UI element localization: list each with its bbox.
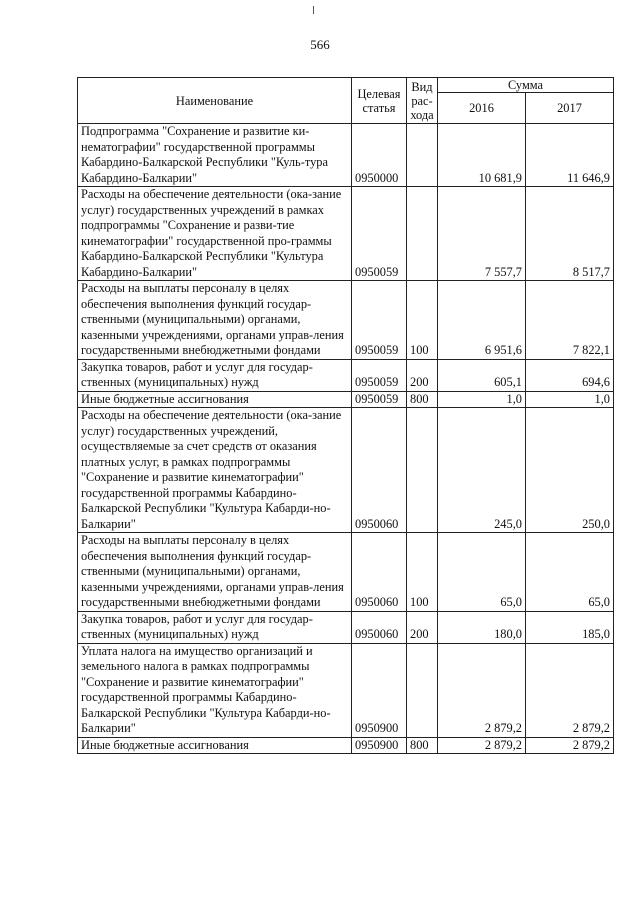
row-sum-2016: 10 681,9 <box>438 124 526 187</box>
row-sum-2016: 1,0 <box>438 391 526 408</box>
row-name: Иные бюджетные ассигнования <box>78 737 352 754</box>
table-row <box>78 281 614 360</box>
row-sum-2017: 250,0 <box>526 408 614 533</box>
row-sum-2016: 6 951,6 <box>438 281 526 360</box>
row-sum-2016: 605,1 <box>438 359 526 391</box>
budget-table <box>77 77 614 754</box>
row-sum-2017: 2 879,2 <box>526 737 614 754</box>
header-name: Наименование <box>78 78 352 124</box>
row-target-code: 0950900 <box>352 643 407 737</box>
row-expense-kind <box>407 643 438 737</box>
row-sum-2016: 65,0 <box>438 533 526 612</box>
row-sum-2017: 2 879,2 <box>526 643 614 737</box>
row-target-code: 0950000 <box>352 124 407 187</box>
row-target-code: 0950059 <box>352 391 407 408</box>
row-sum-2017: 65,0 <box>526 533 614 612</box>
row-target-code: 0950060 <box>352 611 407 643</box>
table-row <box>78 643 614 737</box>
row-expense-kind: 200 <box>407 611 438 643</box>
row-sum-2016: 2 879,2 <box>438 737 526 754</box>
row-sum-2017: 694,6 <box>526 359 614 391</box>
row-expense-kind: 100 <box>407 281 438 360</box>
row-target-code: 0950059 <box>352 359 407 391</box>
row-sum-2016: 7 557,7 <box>438 187 526 281</box>
table-row <box>78 359 614 391</box>
table-row <box>78 408 614 533</box>
row-name: Расходы на обеспечение деятельности (ока-зание услуг) государственных учреждений в рамках подпрограммы "Сохранение и разви-тие кинематографии" государственной про-граммы Кабардино-Балкарской Республики "Культура Кабардино-Балкарии" <box>78 187 352 281</box>
header-year-2016: 2016 <box>438 93 526 124</box>
row-name: Закупка товаров, работ и услуг для государ-ственных (муниципальных) нужд <box>78 611 352 643</box>
header-expense-kind: Вид рас-хода <box>407 78 438 124</box>
row-sum-2017: 8 517,7 <box>526 187 614 281</box>
row-name: Иные бюджетные ассигнования <box>78 391 352 408</box>
row-expense-kind: 200 <box>407 359 438 391</box>
row-expense-kind <box>407 124 438 187</box>
table-row <box>78 611 614 643</box>
header-sum: Сумма <box>438 78 614 93</box>
table-row <box>78 391 614 408</box>
table-row <box>78 533 614 612</box>
row-target-code: 0950059 <box>352 187 407 281</box>
row-expense-kind: 800 <box>407 737 438 754</box>
row-target-code: 0950059 <box>352 281 407 360</box>
row-sum-2017: 185,0 <box>526 611 614 643</box>
row-expense-kind: 800 <box>407 391 438 408</box>
row-name: Подпрограмма "Сохранение и развитие ки-нематографии" государственной программы Кабардино-Балкарской Республики "Куль-тура Кабардино-Балкарии" <box>78 124 352 187</box>
row-target-code: 0950060 <box>352 408 407 533</box>
row-name: Расходы на обеспечение деятельности (ока-зание услуг) государственных учреждений, осуществляемые за счет средств от оказания платных услуг, в рамках подпрограммы "Сохранение и развитие кинематографии" государственной программы Кабардино-Балкарской Республики "Культура Кабарди-но-Балкарии" <box>78 408 352 533</box>
row-expense-kind <box>407 408 438 533</box>
row-name: Закупка товаров, работ и услуг для государ-ственных (муниципальных) нужд <box>78 359 352 391</box>
header-year-2017: 2017 <box>526 93 614 124</box>
row-name: Расходы на выплаты персоналу в целях обеспечения выполнения функций государ-ственными (муниципальными) органами, казенными учреждениями, органами управ-ления государственными внебюджетными фондами <box>78 533 352 612</box>
table-row <box>78 187 614 281</box>
page-number: 566 <box>310 37 330 52</box>
row-sum-2017: 7 822,1 <box>526 281 614 360</box>
row-target-code: 0950060 <box>352 533 407 612</box>
row-sum-2016: 2 879,2 <box>438 643 526 737</box>
row-name: Расходы на выплаты персоналу в целях обеспечения выполнения функций государ-ственными (муниципальными) органами, казенными учреждениями, органами управ-ления государственными внебюджетными фондами <box>78 281 352 360</box>
row-expense-kind: 100 <box>407 533 438 612</box>
table-row <box>78 737 614 754</box>
row-sum-2016: 180,0 <box>438 611 526 643</box>
row-name: Уплата налога на имущество организаций и земельного налога в рамках подпрограммы "Сохранение и развитие кинематографии" государственной программы Кабардино-Балкарской Республики "Культура Кабарди-но-Балкарии" <box>78 643 352 737</box>
row-sum-2017: 1,0 <box>526 391 614 408</box>
row-sum-2017: 11 646,9 <box>526 124 614 187</box>
row-sum-2016: 245,0 <box>438 408 526 533</box>
row-target-code: 0950900 <box>352 737 407 754</box>
scan-mark <box>313 6 314 14</box>
header-target-article: Целевая статья <box>352 78 407 124</box>
row-expense-kind <box>407 187 438 281</box>
table-row <box>78 124 614 187</box>
